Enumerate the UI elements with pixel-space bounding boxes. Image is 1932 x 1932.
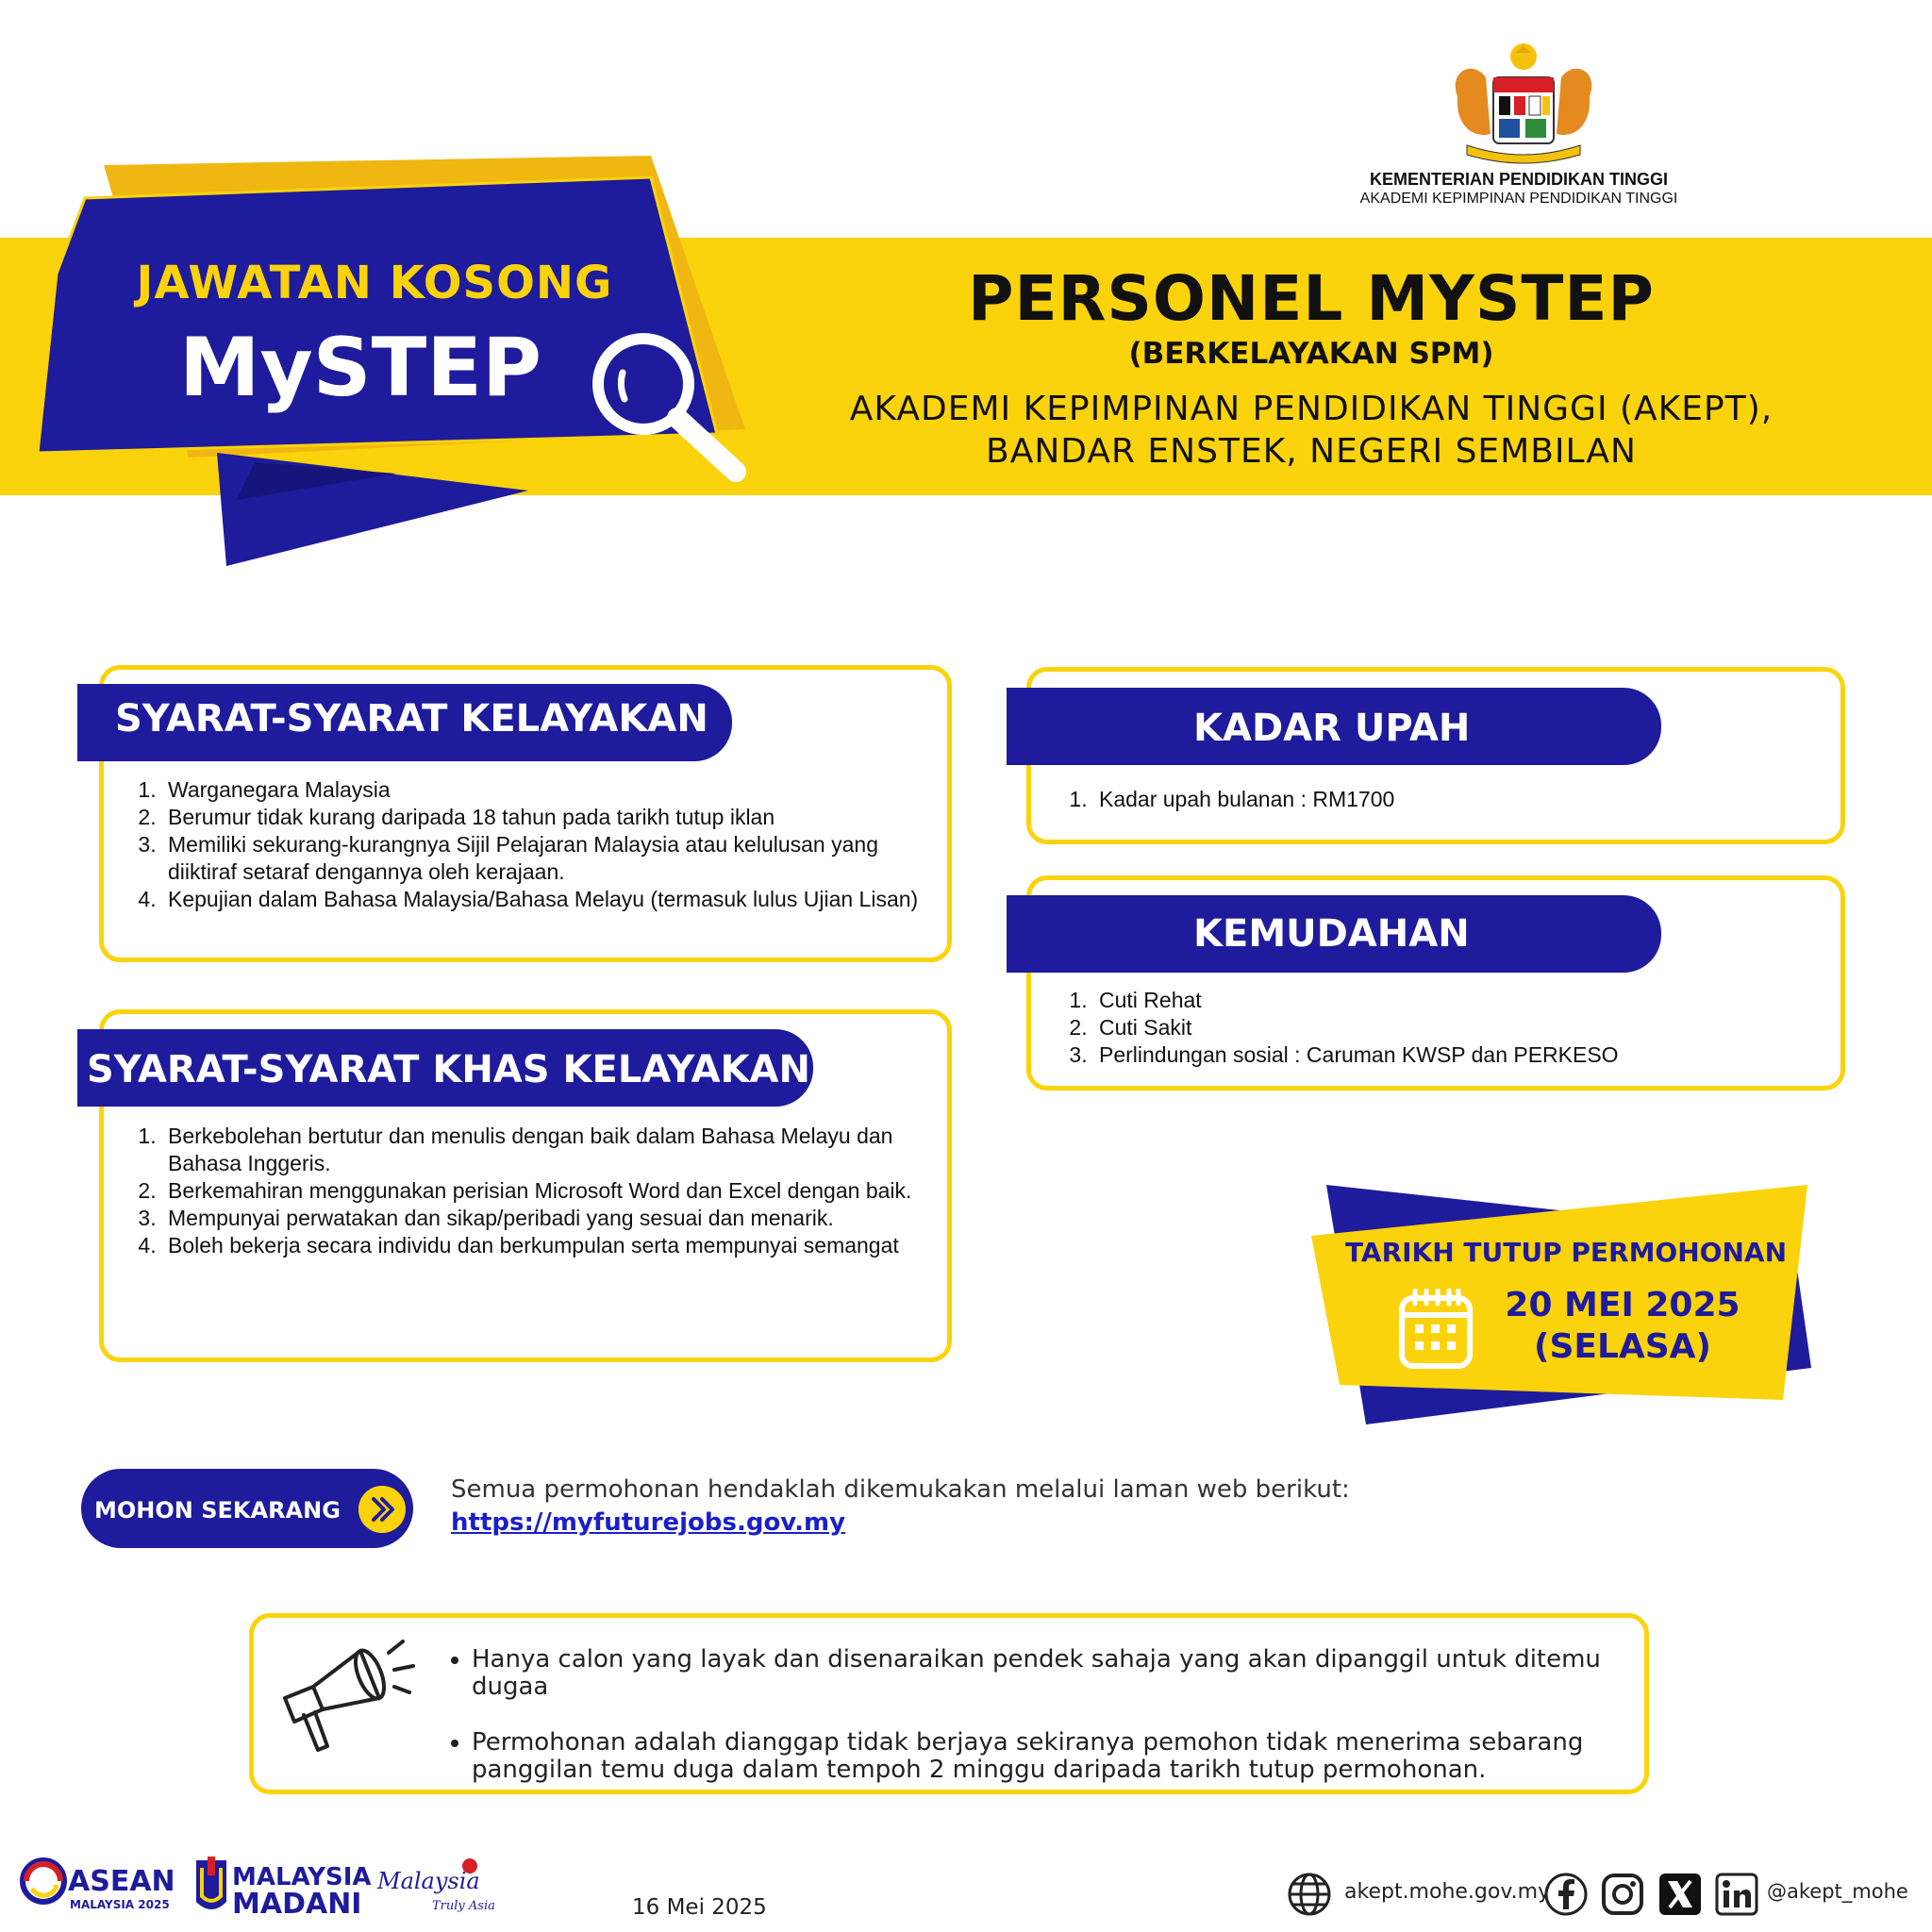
benefits-heading: KEMUDAHAN: [1007, 895, 1661, 973]
list-item: 3. Mempunyai perwatakan dan sikap/peribadi yang sesuai dan menarik.: [162, 1205, 964, 1232]
apply-now-label[interactable]: MOHON SEKARANG: [94, 1497, 341, 1524]
svg-text:Malaysia: Malaysia: [377, 1868, 480, 1894]
calendar-icon: [1398, 1289, 1474, 1370]
job-location-line1: AKADEMI KEPIMPINAN PENDIDIKAN TINGGI (AKEPT),: [849, 390, 1774, 428]
list-item: • Hanya calon yang layak dan disenaraikan pendek sahaja yang akan dipanggil untuk ditemu dugaa: [472, 1646, 1651, 1701]
eligibility-list: [123, 776, 945, 913]
list-item: 1. Cuti Rehat: [1093, 987, 1848, 1014]
list-item: 4. Kepujian dalam Bahasa Malaysia/Bahasa Melayu (termasuk lulus Ujian Lisan): [162, 886, 945, 913]
asean-logo-text: ASEAN: [68, 1865, 175, 1898]
list-item: 3. Memiliki sekurang-kurangnya Sijil Pelajaran Malaysia atau kelulusan yang diiktiraf setaraf dengannya oleh kerajaan.: [162, 831, 945, 886]
list-item: • Permohonan adalah dianggap tidak berjaya sekiranya pemohon tidak menerima sebarang panggilan temu duga dalam tempoh 2 minggu daripada tarikh tutup permohonan.: [472, 1729, 1651, 1784]
magnifier-icon: [585, 325, 755, 491]
job-qualification: (BERKELAYAKAN SPM): [1128, 337, 1494, 371]
eligibility-heading: SYARAT-SYARAT KELAYAKAN: [77, 684, 732, 761]
linkedin-icon[interactable]: [1714, 1872, 1759, 1917]
list-item: 4. Boleh bekerja secara individu dan berkumpulan serta mempunyai semangat: [162, 1232, 964, 1259]
list-item: 1. Kadar upah bulanan : RM1700: [1093, 786, 1848, 813]
special-requirements-heading: SYARAT-SYARAT KHAS KELAYAKAN: [77, 1029, 813, 1107]
instagram-icon[interactable]: [1600, 1872, 1645, 1917]
apply-instructions: Semua permohonan hendaklah dikemukakan melalui laman web berikut:: [451, 1475, 1350, 1504]
publish-date: 16 Mei 2025: [632, 1895, 767, 1920]
coat-of-arms-logo: [1439, 40, 1608, 172]
x-icon[interactable]: [1657, 1872, 1703, 1917]
list-item: 1. Warganegara Malaysia: [162, 776, 945, 804]
notice-list: [449, 1646, 1651, 1812]
asean-logo-subtext: MALAYSIA 2025: [70, 1898, 170, 1911]
malaysia-madani-logo-icon: [192, 1855, 230, 1917]
megaphone-icon: [275, 1632, 426, 1755]
benefits-list: [1054, 987, 1848, 1069]
closing-date-value: 20 MEI 2025: [1505, 1286, 1740, 1324]
facebook-icon[interactable]: [1543, 1872, 1589, 1917]
wage-heading: KADAR UPAH: [1007, 688, 1661, 765]
list-item: 1. Berkebolehan bertutur dan menulis dengan baik dalam Bahasa Melayu dan Bahasa Inggeris.: [162, 1123, 964, 1177]
social-handle: @akept_mohe: [1767, 1880, 1908, 1903]
special-requirements-list: [123, 1123, 964, 1259]
double-chevron-right-icon[interactable]: [358, 1486, 406, 1533]
wage-list: [1054, 786, 1848, 813]
list-item: 3. Perlindungan sosial : Caruman KWSP dan PERKESO: [1093, 1041, 1848, 1069]
svg-text:Truly Asia: Truly Asia: [432, 1899, 495, 1913]
asean-logo-icon: [19, 1857, 68, 1906]
globe-icon: [1286, 1871, 1333, 1918]
job-title: PERSONEL MYSTEP: [968, 262, 1655, 335]
hero-title-line1: JAWATAN KOSONG: [136, 257, 613, 309]
list-item: 2. Berkemahiran menggunakan perisian Microsoft Word dan Excel dengan baik.: [162, 1177, 964, 1205]
closing-date-label: TARIKH TUTUP PERMOHONAN: [1344, 1237, 1788, 1268]
hero-title-line2: MySTEP: [178, 321, 542, 415]
ministry-subtitle: AKADEMI KEPIMPINAN PENDIDIKAN TINGGI: [1359, 191, 1678, 207]
visit-malaysia-logo: [375, 1853, 498, 1915]
list-item: 2. Berumur tidak kurang daripada 18 tahun pada tarikh tutup iklan: [162, 804, 945, 831]
ministry-name: KEMENTERIAN PENDIDIKAN TINGGI: [1369, 170, 1668, 189]
list-item: 2. Cuti Sakit: [1093, 1014, 1848, 1041]
malaysia-madani-logo-text: MALAYSIA: [232, 1863, 372, 1891]
malaysia-madani-logo-subtext: MADANI: [232, 1888, 362, 1921]
job-location-line2: BANDAR ENSTEK, NEGERI SEMBILAN: [986, 432, 1637, 471]
website-link[interactable]: akept.mohe.gov.my: [1344, 1880, 1551, 1904]
closing-day-value: (SELASA): [1533, 1327, 1711, 1366]
apply-link[interactable]: https://myfuturejobs.gov.my: [451, 1508, 846, 1537]
